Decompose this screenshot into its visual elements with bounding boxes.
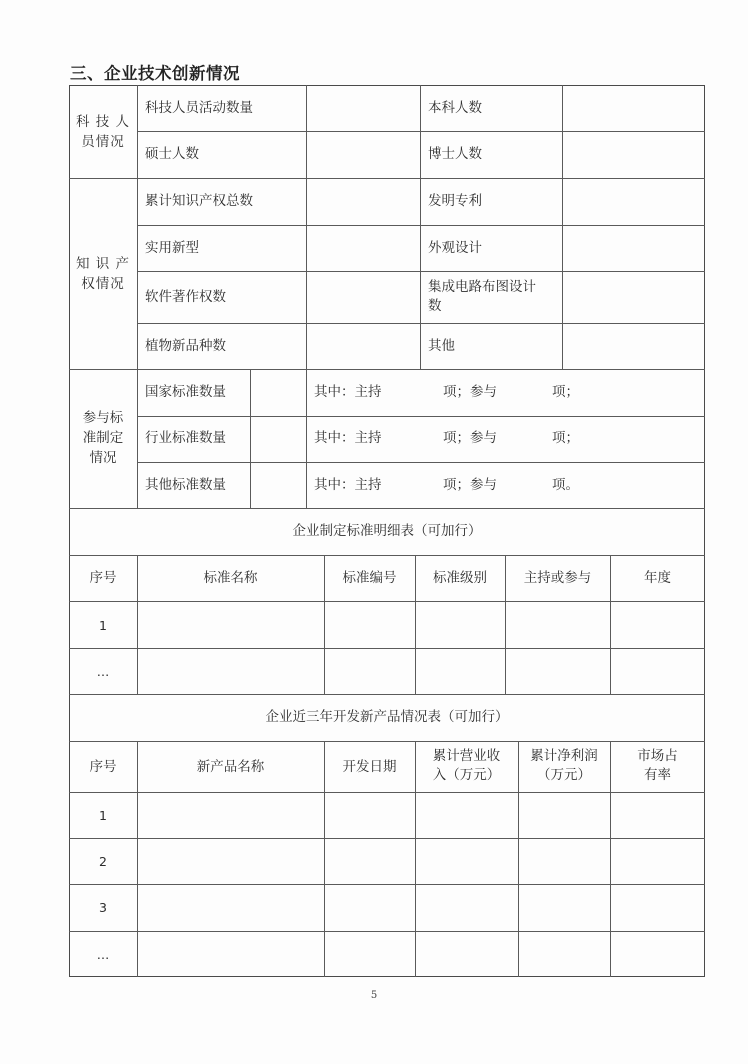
staff-master-label: 硕士人数 xyxy=(145,146,199,162)
row-divider xyxy=(137,225,705,226)
ip-invention-label: 发明专利 xyxy=(428,193,482,209)
standards-group-label: 情况 xyxy=(89,450,117,466)
among-label: 其中：主持 xyxy=(314,477,382,493)
ip-ic-label: 数 xyxy=(428,298,442,314)
product-table-title: 企业近三年开发新产品情况表（可加行） xyxy=(265,709,509,725)
table-row-index: 2 xyxy=(99,854,107,869)
ip-group-label: 权情况 xyxy=(81,276,125,292)
col-divider xyxy=(562,85,563,369)
row-divider xyxy=(137,271,705,272)
col-header-standard-name: 标准名称 xyxy=(203,570,258,586)
staff-doctor-label: 博士人数 xyxy=(428,146,482,162)
item-end-label: 项； xyxy=(552,430,579,446)
col-header-role: 主持或参与 xyxy=(523,570,592,586)
participate-label: 项；参与 xyxy=(443,430,497,446)
ip-design-label: 外观设计 xyxy=(428,240,482,256)
col-divider xyxy=(137,85,138,508)
row-divider xyxy=(69,508,705,509)
col-header-market-share: 市场占 xyxy=(637,748,678,764)
ip-total-label: 累计知识产权总数 xyxy=(145,193,253,209)
col-header-product-name: 新产品名称 xyxy=(196,759,265,775)
row-divider xyxy=(69,694,705,695)
table-row-index: 1 xyxy=(99,618,107,633)
col-header-profit: （万元） xyxy=(537,767,591,783)
col-divider xyxy=(306,369,307,508)
among-label: 其中：主持 xyxy=(314,384,382,400)
ip-utility-label: 实用新型 xyxy=(145,240,199,256)
col-header-revenue: 入（万元） xyxy=(432,767,501,783)
col-header-market-share: 有率 xyxy=(644,767,671,783)
industry-standard-label: 行业标准数量 xyxy=(145,430,226,446)
col-header-revenue: 累计营业收 xyxy=(432,748,501,764)
item-end-label: 项。 xyxy=(552,477,579,493)
page-number: 5 xyxy=(370,990,378,1001)
national-standard-label: 国家标准数量 xyxy=(145,384,226,400)
ip-group-label: 知 识 产 xyxy=(75,256,131,272)
ip-software-label: 软件著作权数 xyxy=(145,289,226,305)
item-end-label: 项； xyxy=(552,384,579,400)
standards-group-label: 参与标 xyxy=(82,410,124,426)
staff-activity-label: 科技人员活动数量 xyxy=(145,100,253,116)
col-divider xyxy=(420,85,421,369)
row-divider xyxy=(69,178,705,179)
standards-group-label: 准制定 xyxy=(82,430,124,446)
col-header-standard-code: 标准编号 xyxy=(342,570,397,586)
staff-group-label: 员情况 xyxy=(81,134,125,150)
row-divider xyxy=(137,131,705,132)
row-divider xyxy=(137,323,705,324)
other-standard-label: 其他标准数量 xyxy=(145,477,226,493)
ip-ic-label: 集成电路布图设计 xyxy=(428,279,536,295)
table-row-index: 3 xyxy=(99,900,107,915)
table-row-index: … xyxy=(96,947,110,962)
among-label: 其中：主持 xyxy=(314,430,382,446)
row-divider xyxy=(137,416,705,417)
table-row-index: … xyxy=(96,664,110,679)
col-header-no: 序号 xyxy=(89,759,117,775)
col-divider xyxy=(137,741,138,977)
participate-label: 项；参与 xyxy=(443,384,497,400)
standard-table-title: 企业制定标准明细表（可加行） xyxy=(292,523,482,539)
section-title: 三、企业技术创新情况 xyxy=(70,64,240,83)
ip-plant-label: 植物新品种数 xyxy=(145,338,226,354)
row-divider xyxy=(69,369,705,370)
col-header-no: 序号 xyxy=(89,570,117,586)
table-row-index: 1 xyxy=(99,808,107,823)
col-header-standard-level: 标准级别 xyxy=(433,570,487,586)
col-divider xyxy=(306,85,307,369)
participate-label: 项；参与 xyxy=(443,477,497,493)
row-divider xyxy=(137,462,705,463)
col-divider xyxy=(250,369,251,508)
staff-bachelor-label: 本科人数 xyxy=(428,100,482,116)
ip-other-label: 其他 xyxy=(428,338,455,354)
col-header-profit: 累计净利润 xyxy=(530,748,598,764)
col-divider xyxy=(324,741,325,977)
col-header-dev-date: 开发日期 xyxy=(342,759,397,775)
col-header-year: 年度 xyxy=(644,570,671,586)
staff-group-label: 科 技 人 xyxy=(75,114,131,130)
